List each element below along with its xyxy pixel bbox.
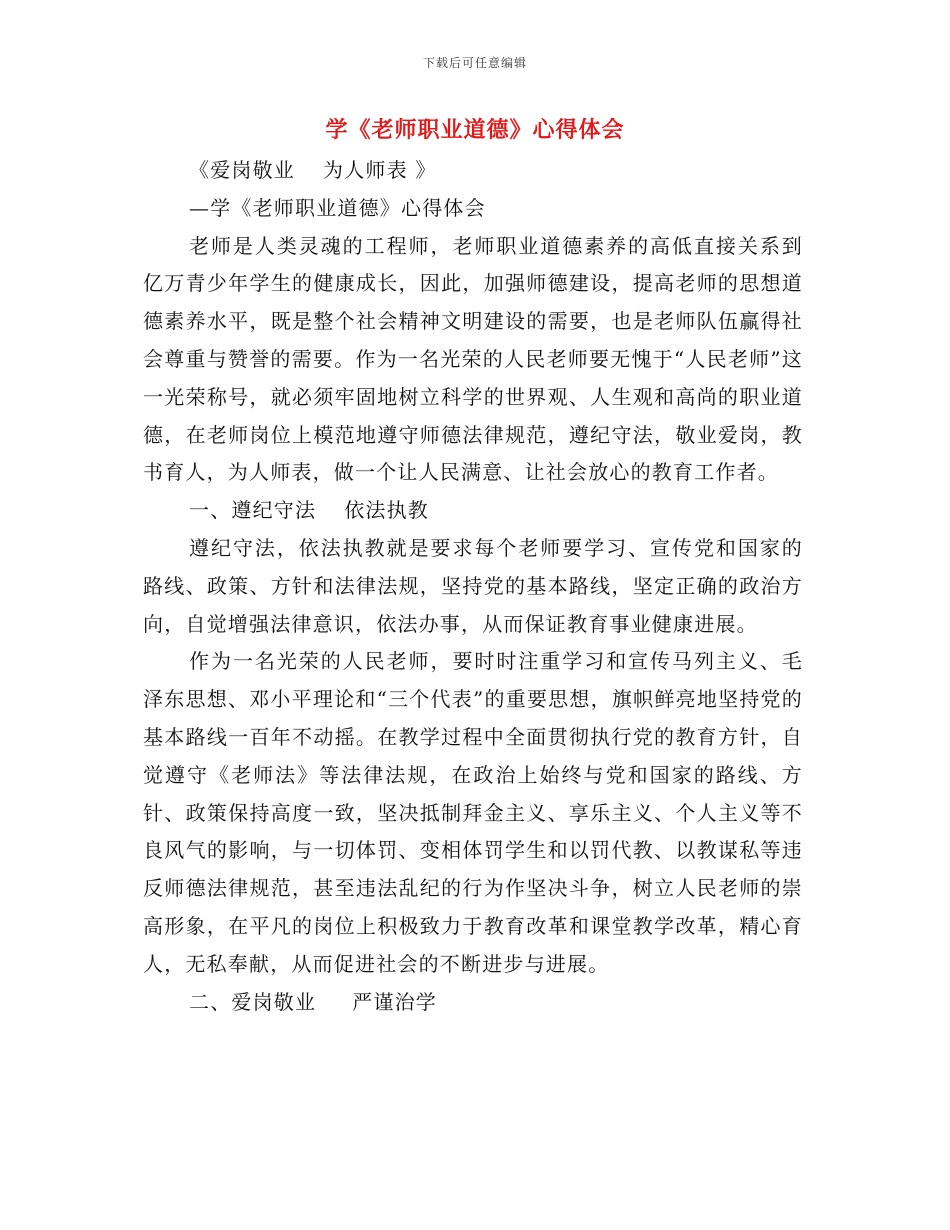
subtitle-part-a: 《爱岗敬业 xyxy=(189,158,295,182)
subtitle-line-2: —学《老师职业道德》心得体会 xyxy=(189,195,486,220)
paragraph-intro: 老师是人类灵魂的工程师，老师职业道德素养的高低直接关系到亿万青少年学生的健康成长，因此，加强师德建设，提高老师的思想道德素养水平，既是整个社会精神文明建设的需要，也是老师队伍赢得社会尊重与赞誉的需要。作为一名光荣的人民老师要无愧于“人民老师”这一光荣称号，就必须牢固地树立科学的世界观、人生观和高尚的职业道德，在老师岗位上模范地遵守师德法律规范，遵纪守法，敬业爱岗，教书育人，为人师表，做一个让人民满意、让社会放心的教育工作者。 xyxy=(143,233,803,485)
section-heading-2 xyxy=(143,984,803,1022)
subtitle-part-b: 为人师表 》 xyxy=(323,158,437,182)
section-heading-2-part-a: 二、爱岗敬业 xyxy=(189,989,317,1014)
paragraph-law: 遵纪守法，依法执教就是要求每个老师要学习、宣传党和国家的路线、政策、方针和法律法规，坚持党的基本路线，坚定正确的政治方向，自觉增强法律意识，依法办事，从而保证教育事业健康进展。 xyxy=(143,535,803,636)
section-heading-1-part-b: 依法执教 xyxy=(344,498,430,523)
section-heading-1-part-a: 一、遵纪守法 xyxy=(189,498,317,523)
page-header-note: 下载后可任意编辑 xyxy=(422,56,527,70)
paragraph-teacher-role: 作为一名光荣的人民老师，要时时注重学习和宣传马列主义、毛泽东思想、邓小平理论和“三个代表”的重要思想，旗帜鲜亮地坚持党的基本路线一百年不动摇。在教学过程中全面贯彻执行党的教育方针，自觉遵守《老师法》等法律法规，在政治上始终与党和国家的路线、方针、政策保持高度一致，坚决抵制拜金主义、享乐主义、个人主义等不良风气的影响，与一切体罚、变相体罚学生和以罚代教、以教谋私等违反师德法律规范，甚至违法乱纪的行为作坚决斗争，树立人民老师的崇高形象，在平凡的岗位上积极致力于教育改革和课堂教学改革，精心育人，无私奉献，从而促进社会的不断进步与进展。 xyxy=(143,649,803,976)
document-title: 学《老师职业道德》心得体会 xyxy=(325,117,625,143)
section-heading-1 xyxy=(143,492,803,530)
subtitle-line-1 xyxy=(143,152,803,190)
document-body xyxy=(143,152,803,1021)
section-heading-2-part-b: 严谨治学 xyxy=(352,989,438,1014)
